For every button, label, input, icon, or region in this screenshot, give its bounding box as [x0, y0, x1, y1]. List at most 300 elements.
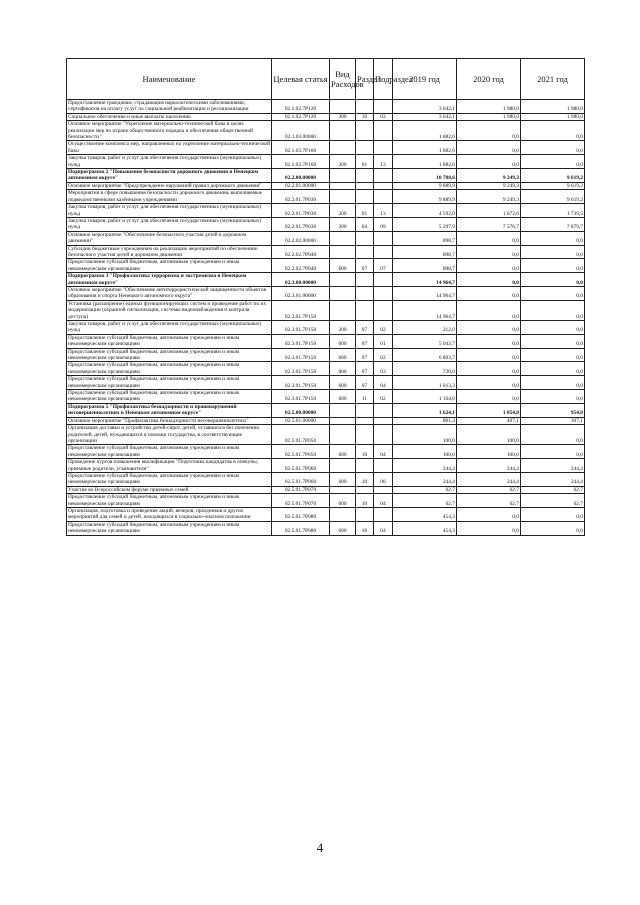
- row-expense-type: [330, 417, 356, 424]
- row-value-2019: 454,3: [393, 521, 457, 535]
- row-name: Подпрограмма 3 "Профилактика терроризма и экстремизма в Ненецком автономном округе": [67, 273, 272, 287]
- row-value-2019: 3 642,1: [393, 113, 457, 120]
- row-value-2020: 0,0: [457, 259, 521, 273]
- row-subsection: 07: [374, 259, 393, 273]
- row-subsection: 03: [374, 362, 393, 376]
- row-value-2019: 898,7: [393, 245, 457, 259]
- table-row: [67, 334, 585, 348]
- row-target-article: 02.5.00.00000: [272, 403, 330, 417]
- row-value-2019: 3 642,1: [393, 100, 457, 114]
- row-subsection: 02: [374, 113, 393, 120]
- row-section: [356, 273, 374, 287]
- row-value-2020: 0,0: [457, 121, 521, 141]
- row-expense-type: 300: [330, 113, 356, 120]
- table-row: [67, 445, 585, 459]
- table-row: [67, 362, 585, 376]
- row-target-article: 02.3.01.00000: [272, 286, 330, 300]
- row-value-2020: 0,0: [457, 362, 521, 376]
- row-value-2019: 5 297,9: [393, 217, 457, 231]
- row-target-article: 02.5.01.7Р080: [272, 507, 330, 521]
- row-expense-type: 600: [330, 390, 356, 404]
- row-expense-type: 200: [330, 217, 356, 231]
- row-expense-type: [330, 231, 356, 245]
- row-target-article: 02.1.02.7Р120: [272, 100, 330, 114]
- row-value-2019: 728,0: [393, 362, 457, 376]
- row-value-2020: 100,0: [457, 445, 521, 459]
- row-expense-type: [330, 273, 356, 287]
- row-section: 10: [356, 521, 374, 535]
- row-section: [356, 425, 374, 445]
- row-value-2020: 9 249,3: [457, 169, 521, 183]
- row-value-2019: 1 882,6: [393, 141, 457, 155]
- row-section: [356, 417, 374, 424]
- row-target-article: 02.2.02.00000: [272, 231, 330, 245]
- table-row: [67, 494, 585, 508]
- row-subsection: [374, 141, 393, 155]
- row-value-2020: 0,0: [457, 321, 521, 335]
- row-target-article: 02.2.02.7Р040: [272, 245, 330, 259]
- row-value-2020: 1 054,8: [457, 403, 521, 417]
- row-value-2021: 1 739,5: [521, 204, 585, 218]
- table-row: [67, 472, 585, 486]
- row-name: Предоставление субсидий бюджетным, автономным учреждениям и иным некоммерческим организациям: [67, 472, 272, 486]
- table-row: [67, 390, 585, 404]
- row-name: Предоставление субсидий бюджетным, автономным учреждениям и иным некоммерческим организациям: [67, 376, 272, 390]
- row-value-2019: 1 013,3: [393, 376, 457, 390]
- row-target-article: 02.2.01.00000: [272, 182, 330, 189]
- row-expense-type: 600: [330, 472, 356, 486]
- header-year-2020: 2020 год: [457, 59, 521, 100]
- row-section: 07: [356, 348, 374, 362]
- row-value-2020: 62,7: [457, 494, 521, 508]
- table-row: [67, 141, 585, 155]
- row-name: Закупка товаров, работ и услуг для обеспечения государственных (муниципальных) нужд: [67, 321, 272, 335]
- row-target-article: 02.3.01.7Р150: [272, 376, 330, 390]
- row-name: Предоставление субсидий бюджетным, автономным учреждениям и иным некоммерческим организациям: [67, 445, 272, 459]
- row-subsection: [374, 300, 393, 320]
- row-expense-type: [330, 286, 356, 300]
- table-row: [67, 459, 585, 473]
- row-target-article: 02.3.01.7Р150: [272, 348, 330, 362]
- row-target-article: 02.2.01.7Р030: [272, 217, 330, 231]
- row-name: Подпрограмма 2 "Повышение безопасности дорожного движения в Ненецком автономном округе": [67, 169, 272, 183]
- row-subsection: [374, 182, 393, 189]
- row-value-2021: 0,0: [521, 231, 585, 245]
- row-target-article: 02.1.03.7Р160: [272, 155, 330, 169]
- row-value-2021: 0,0: [521, 376, 585, 390]
- row-name: Предоставление субсидий бюджетным, автономным учреждениям и иным некоммерческим организациям: [67, 259, 272, 273]
- row-target-article: 02.3.01.7Р150: [272, 362, 330, 376]
- row-value-2021: 0,0: [521, 245, 585, 259]
- row-target-article: 02.5.01.00000: [272, 417, 330, 424]
- row-expense-type: [330, 182, 356, 189]
- row-target-article: 02.2.02.7Р040: [272, 259, 330, 273]
- row-name: Основное мероприятие "Профилактика безнадзорности несовершеннолетних": [67, 417, 272, 424]
- row-target-article: 02.3.01.7Р150: [272, 300, 330, 320]
- row-value-2020: 9 249,3: [457, 190, 521, 204]
- row-subsection: 02: [374, 321, 393, 335]
- row-value-2020: 407,1: [457, 417, 521, 424]
- row-value-2021: 244,4: [521, 459, 585, 473]
- row-name: Субсидии бюджетным учреждениям на реализацию мероприятий по обеспечению безопасного участия детей в дорожном движении: [67, 245, 272, 259]
- row-target-article: 02.3.00.00000: [272, 273, 330, 287]
- row-value-2020: 0,0: [457, 300, 521, 320]
- row-section: [356, 300, 374, 320]
- row-name: Организация доставки и устройство детей-сирот, детей, оставшихся без попечения родителей, детей, нуждающихся в помощи государства, в соответствующие организации: [67, 425, 272, 445]
- header-section: Раздел: [356, 59, 374, 100]
- row-value-2021: 0,0: [521, 362, 585, 376]
- table-row: [67, 204, 585, 218]
- row-value-2019: 10 788,6: [393, 169, 457, 183]
- row-subsection: 13: [374, 155, 393, 169]
- header-row: [67, 59, 585, 100]
- row-value-2020: 1 980,0: [457, 113, 521, 120]
- row-value-2019: 62,7: [393, 494, 457, 508]
- row-value-2021: 1 980,0: [521, 100, 585, 114]
- row-value-2020: 9 249,3: [457, 182, 521, 189]
- row-value-2021: 0,0: [521, 321, 585, 335]
- row-target-article: 02.5.01.7Р060: [272, 472, 330, 486]
- row-section: [356, 100, 374, 114]
- row-name: Подпрограмма 5 "Профилактика безнадзорности и правонарушений несовершеннолетних в Ненецком автономном округе": [67, 403, 272, 417]
- row-value-2021: 62,7: [521, 486, 585, 493]
- header-target-article: Целевая статья: [272, 59, 330, 100]
- row-subsection: 04: [374, 445, 393, 459]
- row-value-2019: 212,0: [393, 321, 457, 335]
- row-value-2020: 0,0: [457, 286, 521, 300]
- row-name: Закупка товаров, работ и услуг для обеспечения государственных (муниципальных) нужд: [67, 155, 272, 169]
- row-value-2019: 62,7: [393, 486, 457, 493]
- row-value-2021: 0,0: [521, 286, 585, 300]
- row-name: Предоставление субсидий бюджетным, автономным учреждениям и иным некоммерческим организациям: [67, 334, 272, 348]
- table-row: [67, 245, 585, 259]
- row-value-2019: 6 803,7: [393, 348, 457, 362]
- row-section: [356, 486, 374, 493]
- row-subsection: [374, 459, 393, 473]
- row-value-2020: 244,4: [457, 472, 521, 486]
- row-name: Предоставление субсидий бюджетным, автономным учреждениям и иным некоммерческим организациям: [67, 362, 272, 376]
- row-section: 10: [356, 494, 374, 508]
- row-value-2019: 4 592,0: [393, 204, 457, 218]
- row-name: Проведение курсов повышения квалификации "Подготовка кандидатов в опекуны, приемные родители, усыновители": [67, 459, 272, 473]
- row-subsection: 04: [374, 494, 393, 508]
- row-target-article: 02.2.01.7Р030: [272, 190, 330, 204]
- row-subsection: 02: [374, 348, 393, 362]
- header-year-2021: 2021 год: [521, 59, 585, 100]
- row-subsection: 04: [374, 521, 393, 535]
- row-section: 11: [356, 390, 374, 404]
- row-subsection: [374, 190, 393, 204]
- row-value-2021: 0,0: [521, 273, 585, 287]
- row-name: Закупка товаров, работ и услуг для обеспечения государственных (муниципальных) нужд: [67, 204, 272, 218]
- row-subsection: [374, 486, 393, 493]
- table-body: [67, 100, 585, 536]
- row-value-2020: 62,7: [457, 486, 521, 493]
- table-row: [67, 321, 585, 335]
- row-value-2019: 5 043,7: [393, 334, 457, 348]
- row-name: Закупка товаров, работ и услуг для обеспечения государственных (муниципальных) нужд: [67, 217, 272, 231]
- row-value-2021: 307,1: [521, 417, 585, 424]
- row-expense-type: 600: [330, 376, 356, 390]
- table-row: [67, 486, 585, 493]
- row-subsection: [374, 245, 393, 259]
- row-subsection: 01: [374, 334, 393, 348]
- row-subsection: [374, 403, 393, 417]
- row-expense-type: 200: [330, 155, 356, 169]
- row-expense-type: 600: [330, 334, 356, 348]
- row-expense-type: [330, 425, 356, 445]
- table-row: [67, 300, 585, 320]
- table-row: [67, 155, 585, 169]
- row-value-2019: 898,7: [393, 259, 457, 273]
- page-number: 4: [316, 840, 324, 855]
- row-expense-type: 200: [330, 321, 356, 335]
- row-section: 04: [356, 217, 374, 231]
- row-section: [356, 169, 374, 183]
- row-value-2019: 14 964,7: [393, 286, 457, 300]
- row-expense-type: [330, 507, 356, 521]
- table-row: [67, 217, 585, 231]
- row-value-2021: 0,0: [521, 390, 585, 404]
- row-expense-type: [330, 169, 356, 183]
- row-expense-type: [330, 190, 356, 204]
- row-target-article: 02.1.02.7Р120: [272, 113, 330, 120]
- row-target-article: 02.2.01.7Р030: [272, 204, 330, 218]
- row-subsection: 02: [374, 390, 393, 404]
- row-value-2020: 0,0: [457, 141, 521, 155]
- row-subsection: 09: [374, 217, 393, 231]
- row-name: Предоставление гражданам, страдающим наркологическими заболеваниями, сертификатов на оплату услуг по социальной реабилитации и ресоциализации: [67, 100, 272, 114]
- row-expense-type: [330, 486, 356, 493]
- row-expense-type: [330, 141, 356, 155]
- row-name: Установка (расширение) единых функционирующих систем и проведение работ по их модернизации (охранной сигнализации, системы видеонаблюдения и контроля доступа): [67, 300, 272, 320]
- row-subsection: [374, 231, 393, 245]
- row-target-article: 02.5.01.7Р060: [272, 459, 330, 473]
- row-value-2021: 244,4: [521, 472, 585, 486]
- row-expense-type: 600: [330, 521, 356, 535]
- row-value-2021: 0,0: [521, 507, 585, 521]
- table-row: [67, 417, 585, 424]
- row-value-2020: 7 576,7: [457, 217, 521, 231]
- row-section: 07: [356, 362, 374, 376]
- row-value-2019: 9 889,9: [393, 182, 457, 189]
- row-value-2019: 1 164,0: [393, 390, 457, 404]
- row-value-2021: 9 619,2: [521, 169, 585, 183]
- row-value-2020: 0,0: [457, 348, 521, 362]
- row-subsection: [374, 273, 393, 287]
- row-name: Предоставление субсидий бюджетным, автономным учреждениям и иным некоммерческим организациям: [67, 494, 272, 508]
- row-section: 10: [356, 445, 374, 459]
- row-section: 01: [356, 155, 374, 169]
- row-name: Предоставление субсидий бюджетным, автономным учреждениям и иным некоммерческим организациям: [67, 348, 272, 362]
- row-value-2019: 898,7: [393, 231, 457, 245]
- row-section: [356, 121, 374, 141]
- row-target-article: 02.3.01.7Р150: [272, 321, 330, 335]
- row-target-article: 02.1.03.7Р160: [272, 141, 330, 155]
- row-section: [356, 403, 374, 417]
- row-target-article: 02.2.00.00000: [272, 169, 330, 183]
- row-value-2019: 14 964,7: [393, 300, 457, 320]
- row-subsection: [374, 425, 393, 445]
- row-value-2021: 9 619,2: [521, 190, 585, 204]
- row-value-2021: 0,0: [521, 300, 585, 320]
- row-expense-type: [330, 459, 356, 473]
- table-row: [67, 113, 585, 120]
- row-value-2021: 954,8: [521, 403, 585, 417]
- row-value-2020: 1 672,6: [457, 204, 521, 218]
- table-row: [67, 182, 585, 189]
- row-name: Предоставление субсидий бюджетным, автономным учреждениям и иным некоммерческим организациям: [67, 521, 272, 535]
- row-subsection: [374, 121, 393, 141]
- row-section: 10: [356, 472, 374, 486]
- row-value-2020: 0,0: [457, 273, 521, 287]
- row-section: [356, 507, 374, 521]
- row-name: Основное мероприятие "Укрепление материально-технической базы в целях реализации мер по охране общественного порядка и обеспечения общественной безопасности ": [67, 121, 272, 141]
- table-row: [67, 521, 585, 535]
- row-value-2019: 1 882,6: [393, 121, 457, 141]
- row-value-2019: 244,4: [393, 472, 457, 486]
- row-value-2019: 14 964,7: [393, 273, 457, 287]
- row-name: Социальное обеспечение и иные выплаты населению: [67, 113, 272, 120]
- row-subsection: [374, 100, 393, 114]
- row-value-2019: 861,4: [393, 417, 457, 424]
- row-target-article: 02.5.01.7Р050: [272, 445, 330, 459]
- row-expense-type: 600: [330, 362, 356, 376]
- row-name: Мероприятия в сфере повышения безопасности дорожного движения, выполняемые подведомственными казёнными учреждениями: [67, 190, 272, 204]
- row-subsection: [374, 417, 393, 424]
- row-target-article: 02.1.03.00000: [272, 121, 330, 141]
- row-expense-type: [330, 300, 356, 320]
- row-expense-type: 600: [330, 445, 356, 459]
- row-subsection: [374, 169, 393, 183]
- row-expense-type: [330, 403, 356, 417]
- row-subsection: 04: [374, 376, 393, 390]
- header-name: Наименование: [67, 59, 272, 100]
- table-row: [67, 403, 585, 417]
- row-section: [356, 459, 374, 473]
- table-row: [67, 273, 585, 287]
- row-section: [356, 245, 374, 259]
- row-value-2020: 0,0: [457, 507, 521, 521]
- row-value-2020: 0,0: [457, 155, 521, 169]
- row-expense-type: 600: [330, 348, 356, 362]
- table-row: [67, 259, 585, 273]
- row-value-2019: 100,0: [393, 425, 457, 445]
- row-section: [356, 141, 374, 155]
- row-expense-type: 600: [330, 259, 356, 273]
- row-value-2020: 0,0: [457, 231, 521, 245]
- row-value-2021: 0,0: [521, 141, 585, 155]
- row-value-2021: 0,0: [521, 121, 585, 141]
- table-row: [67, 121, 585, 141]
- row-value-2019: 454,3: [393, 507, 457, 521]
- row-value-2021: 0,0: [521, 259, 585, 273]
- header-expense-type: Вид Расходов: [330, 59, 356, 100]
- row-value-2019: 100,0: [393, 445, 457, 459]
- table-row: [67, 169, 585, 183]
- row-expense-type: [330, 100, 356, 114]
- table-row: [67, 100, 585, 114]
- row-section: 07: [356, 334, 374, 348]
- row-section: 07: [356, 259, 374, 273]
- row-name: Осуществление комплекса мер, направленных на укрепление материально-технической базы: [68, 141, 270, 154]
- row-name: Основное мероприятие "Обеспечение безопасного участия детей в дорожном движении": [67, 231, 272, 245]
- row-value-2019: 1 882,6: [393, 155, 457, 169]
- row-value-2021: 0,0: [521, 425, 585, 445]
- row-section: 07: [356, 321, 374, 335]
- row-value-2021: 1 980,0: [521, 113, 585, 120]
- row-section: [356, 182, 374, 189]
- budget-table: [66, 58, 585, 536]
- row-subsection: [374, 507, 393, 521]
- row-value-2019: 244,4: [393, 459, 457, 473]
- header-subsection: Подраздел: [374, 59, 393, 100]
- row-target-article: 02.5.01.7Р080: [272, 521, 330, 535]
- table-row: [67, 286, 585, 300]
- row-target-article: 02.5.01.7Р070: [272, 486, 330, 493]
- row-value-2021: 0,0: [521, 348, 585, 362]
- row-section: [356, 231, 374, 245]
- row-value-2021: 0,0: [521, 521, 585, 535]
- row-value-2020: 0,0: [457, 334, 521, 348]
- table-row: [67, 231, 585, 245]
- table-row: [67, 425, 585, 445]
- row-section: 07: [356, 376, 374, 390]
- row-target-article: 02.5.01.7Р050: [272, 425, 330, 445]
- row-value-2021: 9 619,2: [521, 182, 585, 189]
- row-value-2021: 0,0: [521, 445, 585, 459]
- row-value-2021: 0,0: [521, 334, 585, 348]
- row-value-2020: 0,0: [457, 521, 521, 535]
- row-expense-type: [330, 245, 356, 259]
- row-section: 10: [356, 113, 374, 120]
- row-name: Предоставление субсидий бюджетным, автономным учреждениям и иным некоммерческим организациям: [67, 390, 272, 404]
- row-value-2020: 0,0: [457, 376, 521, 390]
- row-subsection: [374, 286, 393, 300]
- table-row: [67, 507, 585, 521]
- row-name: Основное мероприятие "Предупреждение нарушений правил дорожного движения": [67, 182, 272, 189]
- row-value-2021: 0,0: [521, 155, 585, 169]
- table-row: [67, 376, 585, 390]
- header-year-2019: 2019 год: [393, 59, 457, 100]
- row-value-2020: 244,4: [457, 459, 521, 473]
- row-value-2020: 0,0: [457, 390, 521, 404]
- row-value-2019: 1 624,1: [393, 403, 457, 417]
- row-target-article: 02.3.01.7Р150: [272, 390, 330, 404]
- row-value-2020: 100,0: [457, 425, 521, 445]
- row-section: 01: [356, 204, 374, 218]
- row-name: Основное мероприятие "Обеспечение антитеррористической защищенности объектов образования и спорта Ненецкого автономного округа": [67, 286, 272, 300]
- row-subsection: 06: [374, 472, 393, 486]
- row-value-2021: 7 879,7: [521, 217, 585, 231]
- row-expense-type: 600: [330, 494, 356, 508]
- row-expense-type: [330, 121, 356, 141]
- table-row: [67, 190, 585, 204]
- row-value-2020: 0,0: [457, 245, 521, 259]
- row-section: [356, 190, 374, 204]
- row-target-article: 02.5.01.7Р070: [272, 494, 330, 508]
- row-value-2021: 62,7: [521, 494, 585, 508]
- row-name: Организация, подготовка и проведение акций, вечеров, праздников и других мероприятий для семей и детей, находящихся в социально-опасном положении: [67, 507, 272, 521]
- row-subsection: 13: [374, 204, 393, 218]
- row-value-2020: 1 980,0: [457, 100, 521, 114]
- row-section: [356, 286, 374, 300]
- row-expense-type: 200: [330, 204, 356, 218]
- row-target-article: 02.3.01.7Р150: [272, 334, 330, 348]
- row-value-2019: 9 889,9: [393, 190, 457, 204]
- table-row: [67, 348, 585, 362]
- row-name: Участие во Всероссийском форуме приемных семей: [67, 486, 272, 493]
